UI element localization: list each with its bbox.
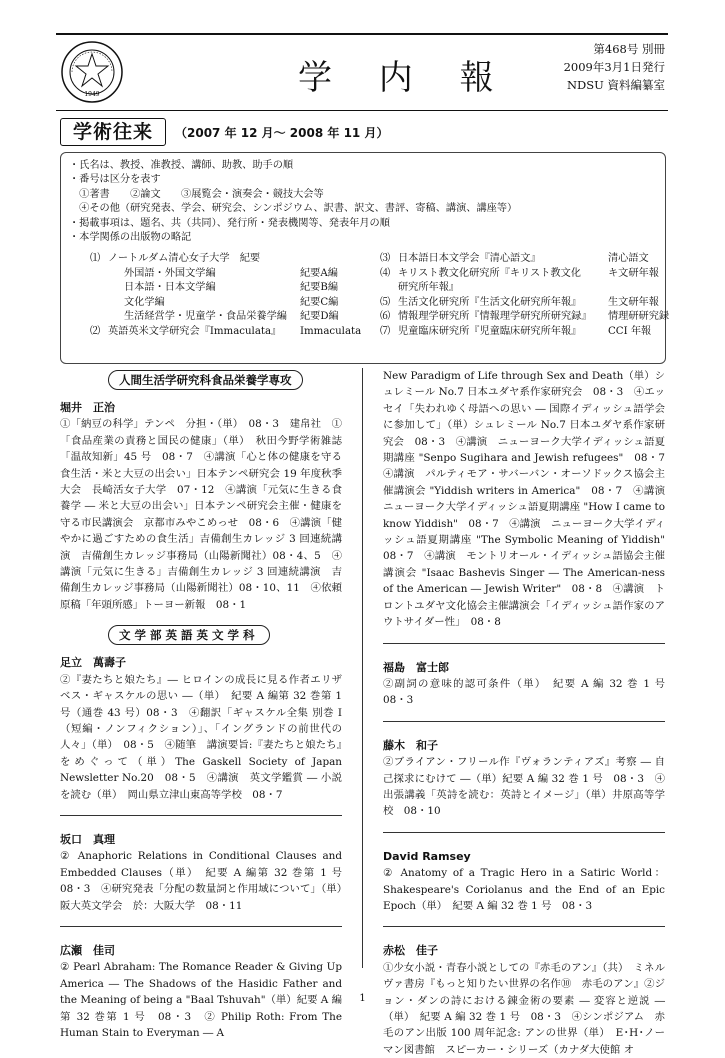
note-line: ・番号は区分を表す [69,174,161,186]
note-line: ④その他（研究発表、学会、研究会、シンポジウム、訳書、訳文、書評、寄稿、講演、講座等） [69,203,518,215]
entry-separator [383,926,665,927]
left-column [60,368,353,1041]
pub-name: 日本語日本文学会『清心語文』 [398,253,541,264]
pub-name: 英語英米文学研究会『Immaculata』 [108,325,282,337]
newsletter-title: 学 内 報 [298,58,512,98]
pub-name: 児童臨床研究所『児童臨床研究所年報』 [398,325,582,337]
pub-name: 文化学編 [124,296,165,308]
pub-number: ⑵ [90,325,101,337]
entry-separator [60,815,342,816]
faculty-entry [60,832,353,914]
pub-number: ⑴ [90,253,101,264]
pub-abbr: 紀要D編 [300,311,339,323]
author-name: 藤木 和子 [383,738,438,752]
pub-name: 情報理学研究所『情報理学研究所研究録』 [398,311,592,323]
author-name: 赤松 佳子 [383,944,438,958]
faculty-entry [383,849,665,915]
pub-name: 生活文化研究所『生活文化研究所年報』 [398,296,582,308]
issue-date: 2009年3月1日発行 [563,60,665,74]
pub-number: ⑸ [380,296,391,308]
section-period: （2007 年 12 月～ 2008 年 11 月） [175,126,389,140]
entry-separator [383,721,665,722]
faculty-entry-continued [383,368,676,631]
university-seal-icon [60,40,124,104]
author-name: 堀井 正治 [60,401,115,414]
right-column [383,368,676,1058]
pub-name: ノートルダム清心女子大学 紀要 [108,253,261,264]
pub-name: 研究所年報』 [398,282,460,294]
entry-separator [383,643,665,644]
pub-number: ⑷ [380,267,391,279]
entry-text: ①「納豆の科学」テンペ 分担・（単） 08・3 建帛社 ①「食品産業の責務と国民の健康」（単） 秋田今野学術雑誌「温故知新」45 号 08・7 ④講演「心と体の健康を守る食生活・米と大豆の出会い」日本テンペ研究会 19 年度秋季大会 長崎活女子大学 07・12 ④講演「元気に生きる食養学 ― 米と大豆の出会い」日本テンペ研究会主催・健康を守る市民講演会 京都市みやこめっせ 08・6 ④講演「健やかに過ごすための食生活」吉備創生カレッジ 3 回連続講演 吉備創生カレッジ事務局（山陽新聞社）08・4、5 ④講演「元気に生きる」吉備創生カレッジ 3 回連続講演 吉備創生カレッジ事務局（山陽新聞社）08・10、11 ④依頼原稿「年頭所感」トーヨー新報 08・1 [60,418,342,611]
pub-abbr: 情理研研究録 [608,311,670,323]
pub-name: 外国語・外国文学編 [124,267,216,279]
note-line: ①著書 ②論文 ③展覧会・演奏会・競技大会等 [69,188,324,200]
entry-separator [383,832,665,833]
issue-number: 第468号 別冊 [593,42,665,56]
faculty-entry [383,660,676,709]
author-name: 広瀬 佳司 [60,943,115,957]
pub-abbr: 紀要C編 [300,296,339,308]
pub-name: キリスト教文化研究所『キリスト教文化 [398,267,581,279]
svg-text:1949: 1949 [84,91,100,98]
author-name: 福島 富士郎 [383,660,449,674]
entry-text: ② Anaphoric Relations in Conditional Clauses and Embedded Clauses（単） 紀要 A 編第 32 巻第 1 号 08・3 ④研究発表「分配の数量詞と作用域について」（単） 阪大英文学会 於：大阪大学 08・11 [60,850,353,912]
entry-text: ②副詞の意味的認可条件（単） 紀要 A 編 32 巻 1 号 08・3 [383,677,676,707]
faculty-entry [60,400,342,613]
pub-abbr: 紀要A編 [300,267,338,279]
pub-abbr: Immaculata [300,325,362,337]
page-number: 1 [359,993,366,1004]
faculty-entry [60,655,342,803]
department-heading: 文学部英語英文学科 [108,625,270,645]
entry-separator [60,926,342,927]
header-rule [56,110,668,111]
faculty-entry [383,738,665,820]
pub-abbr: キ文研年報 [608,267,659,279]
pub-abbr: 生文研年報 [608,296,659,308]
author-name: 坂口 真理 [60,832,115,846]
entry-text: ②ブライアン・フリール作『ヴォランティアズ』考察 ― 自己探求にむけて ―（単）紀要 A 編 32 巻 1 号 08・3 ④出張講義「英詩を読む：英詩とイメージ」（単）井原高等学校 08・10 [383,756,665,818]
section-title: 学術往来 [60,118,166,146]
issue-publisher: NDSU 資料編纂室 [566,78,665,92]
author-name: 足立 萬壽子 [60,656,126,670]
entry-text: ②『妻たちと娘たち』― ヒロインの成長に見る作者エリザベス・ギャスケルの思い ―（単） 紀要 A 編第 32 巻第 1 号（通巻 43 号）08・3 ④翻訳「ギャスケル全集 別巻 I（短編・ノンフィクション）」、「イングランドの前世代の人々」（単） 08・5 ④随筆 講演要旨:『妻たちと娘たち』をめぐって（単）The Gaskell Society of Japan Newsletter No.20 08・5 ④講演 英文学鑑賞 ― 小説を読む（単） 岡山県立津山東高等学校 08・7 [60,673,342,801]
issue-info [564,40,665,94]
pub-name: 日本語・日本文学編 [124,282,216,294]
entry-text: ② Anatomy of a Tragic Hero in a Satiric World：Shakespeare's Coriolanus and the End of an Epic Epoch（単） 紀要 A 編 32 巻 1 号 08・3 [383,867,665,912]
entry-text: ② Pearl Abraham: The Romance Reader & Giving Up America ― The Shadows of the Hasidic Father and the Meaning of being a "Baal Tshuvah"（単）紀要 A 編第 32 巻第 1 号 08・3 ② Philip Roth: From The Human Stain to Everyman ― A [60,961,342,1039]
note-line: ・氏名は、教授、准教授、講師、助教、助手の順 [69,160,294,171]
author-name: David Ramsey [383,849,471,863]
pub-number: ⑹ [380,311,391,323]
note-line: ・本学関係の出版物の略記 [69,232,192,244]
pub-abbr: CCI 年報 [608,325,652,337]
pub-number: ⑺ [380,325,391,337]
note-line: ・掲載事項は、題名、共（共同）、発行所・発表機関等、発表年月の順 [69,217,390,229]
pub-abbr: 清心語文 [608,253,649,264]
pub-name: 生活経営学・児童学・食品栄養学編 [124,311,287,323]
entry-text: New Paradigm of Life through Sex and Death（単）シュレミール No.7 日本ユダヤ系作家研究会 08・3 ④エッセイ「失われゆく母語への思い ― 国際イディッシュ語学会に参加して」（単）シュレミール No.7 日本ユダヤ系作家研究会 08・3 ④講演 ニューヨーク大学イディッシュ語夏期講座 "Senpo Sugihara and Jewish refugees" 08・7 ④講演 パルティモア・サバーバン・オーソドックス協会主催講演会 "Yiddish writers in America" 08・7 ④講演 ニューヨーク大学イディッシュ語夏期講座 "How I came to know Yiddish" 08・7 ④講演 ニューヨーク大学イディッシュ語夏期講座 "The Symbolic Meaning of Yiddish" 08・7 ④講演 モントリオール・イディッシュ語協会主催講演会 "Isaac Bashevis Singer ― The American-ness of the American ― Jewish Writer" 08・8 ④講演 トロントユダヤ文化協会主催講演会「イディッシュ語作家のアウトサイダー性」 08・8 [383,370,676,629]
top-rule [56,33,668,35]
pub-abbr: 紀要B編 [300,282,339,294]
department-heading: 人間生活学研究科食品栄養学専攻 [108,370,303,390]
pub-number: ⑶ [380,253,391,264]
column-divider [362,368,363,968]
entry-text: ①少女小説・青春小説としての『赤毛のアン』（共） ミネルヴァ書房『もっと知りたい世界の名作⑩ 赤毛のアン』②ジョン・ダンの詩における錬金術の要素 ― 変容と逆説 ―（単） 紀要 A 編 32 巻 1 号 08・3 ④シンポジアム 赤毛のアン出版 100 周年記念: アンの世界（単） E･H･ノーマン図書館 スピーカー・シリーズ（カナダ大使館 オ [383,961,665,1056]
